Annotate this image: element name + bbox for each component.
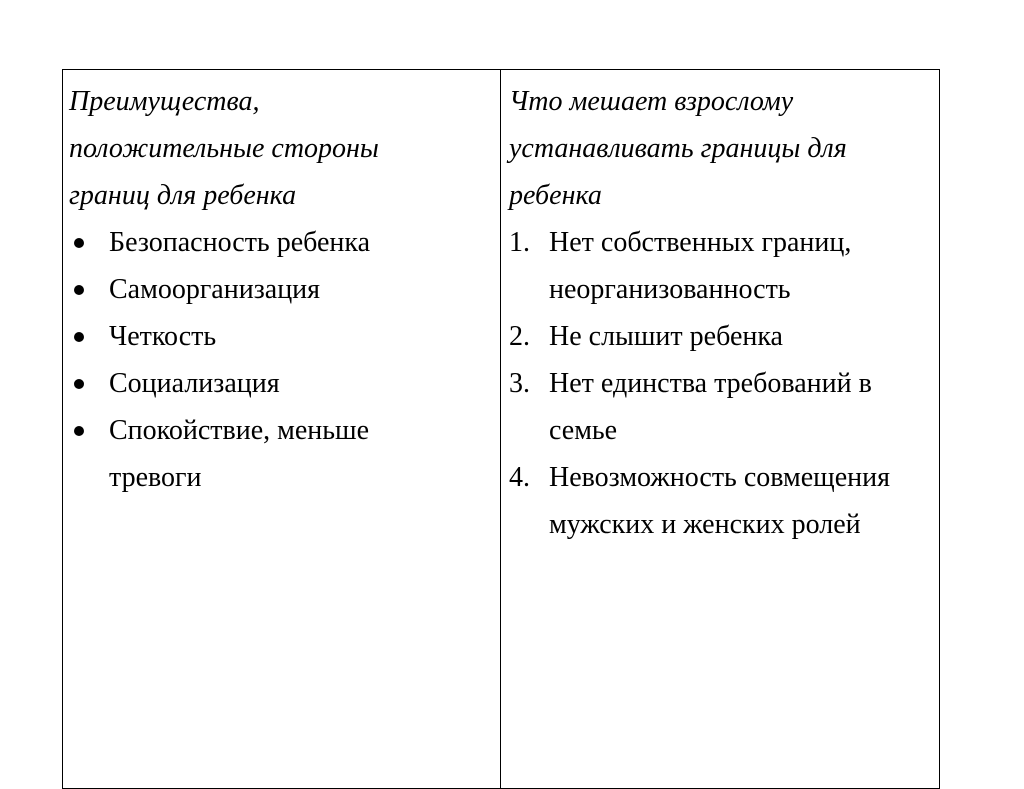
list-item (509, 313, 939, 360)
list-number: 1. (509, 227, 530, 258)
list-item (69, 407, 500, 501)
list-number: 2. (509, 321, 530, 352)
list-item-text: Спокойствие, меньше тревоги (109, 415, 370, 493)
heading-line: положительные стороны (69, 133, 379, 164)
bullet-icon (74, 332, 84, 342)
list-item-text: Невозможность совмещения мужских и женских ролей (549, 462, 890, 540)
comparison-table (62, 69, 940, 789)
list-number: 4. (509, 462, 530, 493)
list-item (509, 454, 939, 548)
obstacles-list (509, 219, 939, 548)
heading-line: Преимущества, (69, 86, 260, 117)
list-item-text: Безопасность ребенка (109, 227, 371, 258)
heading-line: Что мешает взрослому (509, 86, 794, 117)
list-item-text: Четкость (109, 321, 217, 352)
bullet-icon (74, 238, 84, 248)
list-item (509, 360, 939, 454)
advantages-list (69, 219, 500, 501)
heading-line: границ для ребенка (69, 180, 297, 211)
list-item-text: Самоорганизация (109, 274, 321, 305)
bullet-icon (74, 379, 84, 389)
bullet-icon (74, 285, 84, 295)
heading-line: ребенка (509, 180, 602, 211)
list-item (69, 266, 500, 313)
list-item (509, 219, 939, 313)
advantages-column (63, 70, 501, 788)
list-item (69, 360, 500, 407)
advantages-heading (69, 78, 500, 219)
list-item (69, 313, 500, 360)
obstacles-column (501, 70, 939, 788)
bullet-icon (74, 426, 84, 436)
list-item-text: Нет единства требований в семье (549, 368, 872, 446)
list-item (69, 219, 500, 266)
list-item-text: Социализация (109, 368, 280, 399)
list-item-text: Нет собственных границ, неорганизованность (549, 227, 852, 305)
list-number: 3. (509, 368, 530, 399)
list-item-text: Не слышит ребенка (549, 321, 783, 352)
heading-line: устанавливать границы для (509, 133, 847, 164)
obstacles-heading (509, 78, 939, 219)
